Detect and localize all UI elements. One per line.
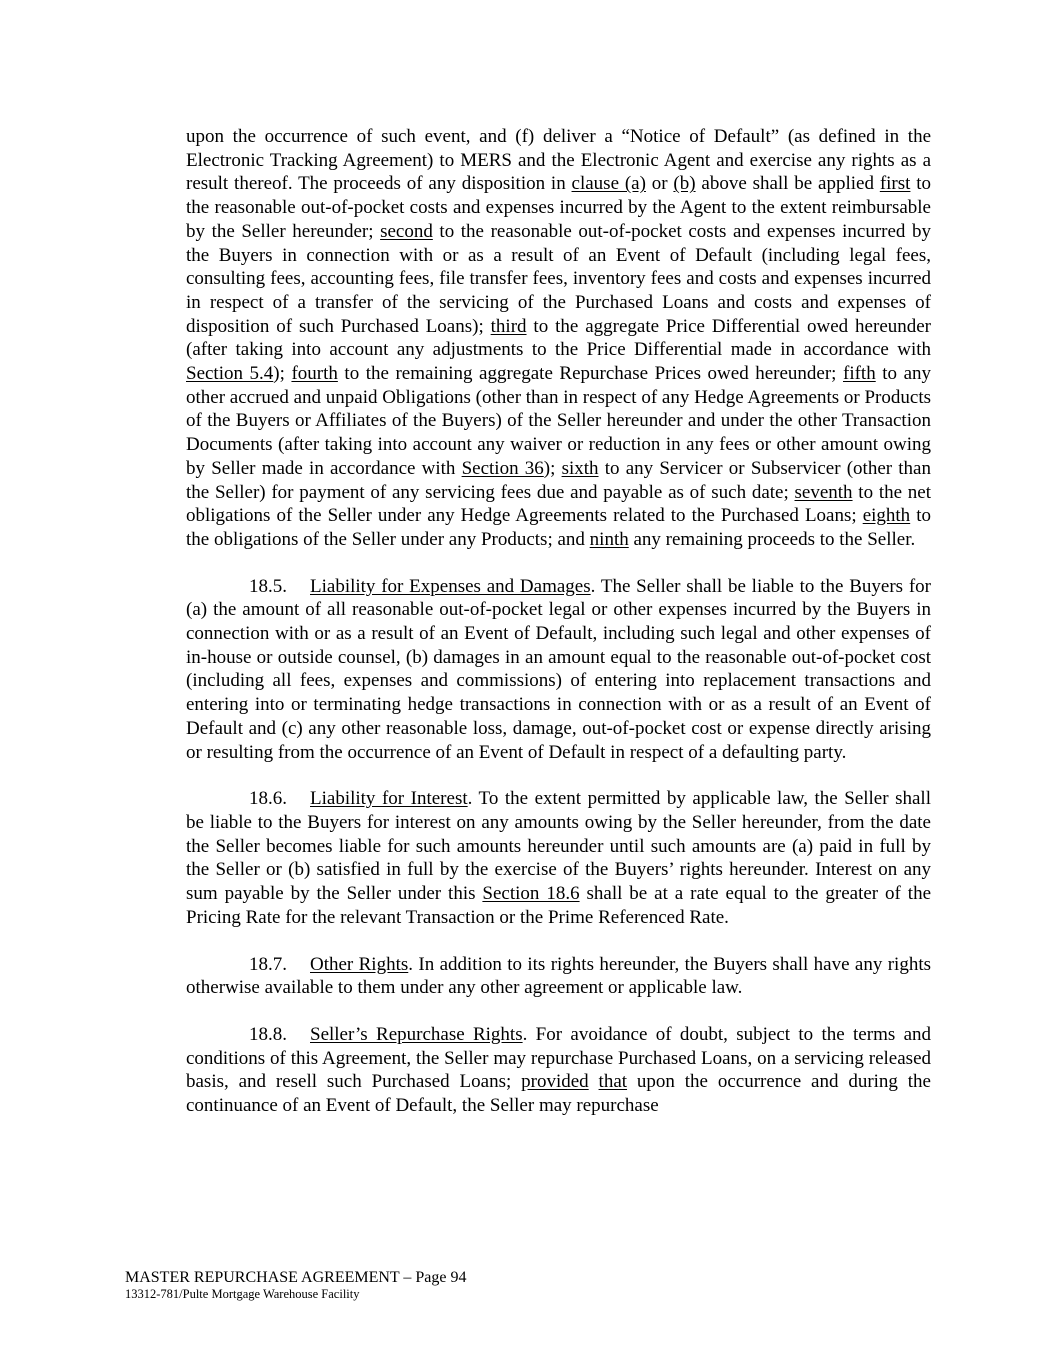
text-run: above shall be applied — [695, 173, 880, 195]
underlined-term: provided — [521, 1071, 589, 1093]
paragraph-continuation — [186, 125, 931, 552]
text-run: or — [645, 173, 674, 195]
section-number: 18.7. — [249, 953, 287, 975]
section-reference: Section 5.4 — [186, 363, 274, 385]
page-footer — [125, 1268, 467, 1302]
underlined-reference: (b) — [673, 173, 696, 195]
section-text: . In addition to its rights hereunder, the Buyers shall have any rights otherwise available to them under any other agreement or applicable law. — [186, 953, 931, 999]
section-text: . For avoidance of doubt, subject to the terms and conditions of this Agreement, the Seller may repurchase Purchased Loans, on a servicing released basis, and resell such Purchased Loans; — [186, 1023, 932, 1093]
section-heading: Liability for Expenses and Damages — [310, 575, 591, 597]
section-18-8 — [186, 1023, 931, 1118]
text-run: to the obligations of the Seller under any Products; and — [186, 505, 931, 550]
underlined-term: seventh — [794, 481, 853, 503]
text-run: to the aggregate Price Differential owed hereunder (after taking into account any adjustments to the Price Differential made in accordance with — [186, 315, 932, 361]
text-run: to any other accrued and unpaid Obligations (other than in respect of any Hedge Agreements or Products of the Buyers or Affiliates of the Buyers) of the Seller hereunder and under the other Transaction Documents (after taking into account any waiver or reduction in any fees or other amount owing by Seller made in accordance with — [186, 363, 932, 479]
text-run: to the reasonable out-of-pocket costs and expenses incurred by the Buyers in connection with or as a result of an Event of Default (including legal fees, consulting fees, accounting fees, file transfer fees, inventory fees and costs and expenses incurred in respect of a transfer of the servicing of the Purchased Loans and costs and expenses of disposition of such Purchased Loans); — [186, 220, 931, 337]
underlined-reference: clause (a) — [571, 173, 646, 195]
text-run: to the reasonable out-of-pocket costs and expenses incurred by the Agent to the extent reimbursable by the Seller hereunder; — [186, 173, 932, 242]
underlined-term: eighth — [862, 505, 911, 527]
text-run: upon the occurrence of such event, and (f) deliver a “Notice of Default” (as defined in the Electronic Tracking Agreement) to MERS and the Electronic Agent and exercise any rights as a result thereof. The proceeds of any disposition in — [186, 126, 931, 195]
underlined-term: ninth — [589, 528, 629, 550]
text-run: to the net obligations of the Seller under any Hedge Agreements related to the Purchased Loans; — [186, 481, 932, 527]
footer-reference: 13312-781/Pulte Mortgage Warehouse Facility — [125, 1287, 360, 1301]
text-run: to the remaining aggregate Repurchase Prices owed hereunder; — [337, 363, 843, 385]
underlined-term: third — [490, 315, 527, 337]
section-reference: Section 18.6 — [482, 883, 580, 905]
underlined-term: first — [879, 173, 911, 195]
page-body — [186, 125, 931, 1141]
section-heading: Other Rights — [310, 953, 409, 975]
underlined-term: fourth — [291, 363, 338, 385]
section-number: 18.6. — [249, 788, 287, 810]
footer-title: MASTER REPURCHASE AGREEMENT – Page 94 — [125, 1269, 467, 1286]
section-text: . To the extent permitted by applicable law, the Seller shall be liable to the Buyers for interest on any amounts owing by the Seller hereunder, from the date the Seller becomes liable for such amounts hereunder until such amounts are (a) paid in full by the Seller or (b) satisfied in full by the exercise of the Buyers’ rights hereunder. Interest on any sum payable by the Seller under this — [186, 788, 931, 905]
text-run: ); — [543, 457, 562, 479]
section-18-7 — [186, 953, 931, 1000]
section-heading: Seller’s Repurchase Rights — [310, 1023, 523, 1045]
text-run: ); — [273, 363, 292, 385]
section-18-5 — [186, 575, 931, 765]
section-heading: Liability for Interest — [310, 788, 468, 810]
underlined-term: that — [598, 1071, 628, 1093]
section-reference: Section 36 — [461, 457, 544, 479]
section-text — [589, 1071, 599, 1092]
section-number: 18.5. — [249, 575, 287, 597]
section-number: 18.8. — [249, 1023, 287, 1045]
section-18-6 — [186, 787, 931, 929]
underlined-term: sixth — [561, 457, 599, 479]
section-text: . The Seller shall be liable to the Buyers for (a) the amount of all reasonable out-of-pocket legal or other expenses incurred by the Buyers in connection with or as a result of an Event of Default, including such legal and other expenses of in-house or outside counsel, (b) damages in an amount equal to the reasonable out-of-pocket cost (including all fees, expenses and commissions) of entering into replacement transactions and entering into or terminating hedge transactions in connection with or as a result of an Event of Default and (c) any other reasonable loss, damage, out-of-pocket cost or expense directly arising or resulting from the occurrence of an Event of Default in respect of a defaulting party. — [186, 575, 931, 763]
underlined-term: fifth — [843, 363, 876, 385]
underlined-term: second — [380, 220, 433, 242]
section-text: upon the occurrence and during the continuance of an Event of Default, the Seller may repurchase — [186, 1071, 931, 1117]
text-run: to any Servicer or Subservicer (other than the Seller) for payment of any servicing fees due and payable as of such date; — [186, 457, 931, 503]
text-run: any remaining proceeds to the Seller. — [628, 528, 916, 550]
section-text: shall be at a rate equal to the greater of the Pricing Rate for the relevant Transaction or the Prime Referenced Rate. — [186, 883, 931, 928]
